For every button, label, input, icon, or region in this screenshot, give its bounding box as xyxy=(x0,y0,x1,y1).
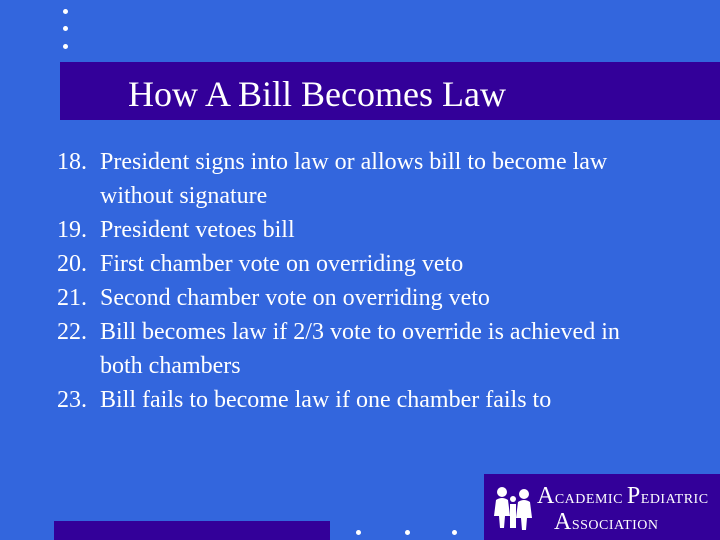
item-text-line: President signs into law or allows bill to become law xyxy=(100,149,608,175)
item-text-line: without signature xyxy=(100,183,268,209)
item-number: 23. xyxy=(57,387,87,413)
item-text-line: Bill fails to become law if one chamber fails to xyxy=(100,387,552,413)
list-item xyxy=(57,281,720,315)
decorative-dot xyxy=(63,9,68,14)
logo-line-academic-pediatric: ACADEMIC PEDIATRIC xyxy=(537,483,709,509)
bullet-list xyxy=(57,145,720,417)
item-number: 19. xyxy=(57,217,87,243)
logo-line-association: ASSOCIATION xyxy=(554,509,659,535)
item-number: 20. xyxy=(57,251,87,277)
list-item xyxy=(57,213,720,247)
list-item xyxy=(57,145,720,213)
item-text-line: Second chamber vote on overriding veto xyxy=(100,285,490,311)
item-number: 21. xyxy=(57,285,87,311)
slide-title: How A Bill Becomes Law xyxy=(128,74,506,114)
list-item xyxy=(57,383,720,417)
decorative-dot xyxy=(63,44,68,49)
item-text-line: both chambers xyxy=(100,353,241,379)
decorative-dot xyxy=(63,26,68,31)
list-item xyxy=(57,315,720,383)
list-item xyxy=(57,247,720,281)
academic-pediatric-association-logo xyxy=(484,474,720,540)
item-text-line: President vetoes bill xyxy=(100,217,295,243)
decorative-dot xyxy=(405,530,410,535)
item-number: 22. xyxy=(57,319,87,345)
item-text-line: Bill becomes law if 2/3 vote to override is achieved in xyxy=(100,319,620,345)
decorative-dot xyxy=(356,530,361,535)
footer-bar xyxy=(54,521,330,540)
children-emblem-icon xyxy=(492,482,536,534)
decorative-dot xyxy=(452,530,457,535)
item-text-line: First chamber vote on overriding veto xyxy=(100,251,464,277)
item-number: 18. xyxy=(57,149,87,175)
